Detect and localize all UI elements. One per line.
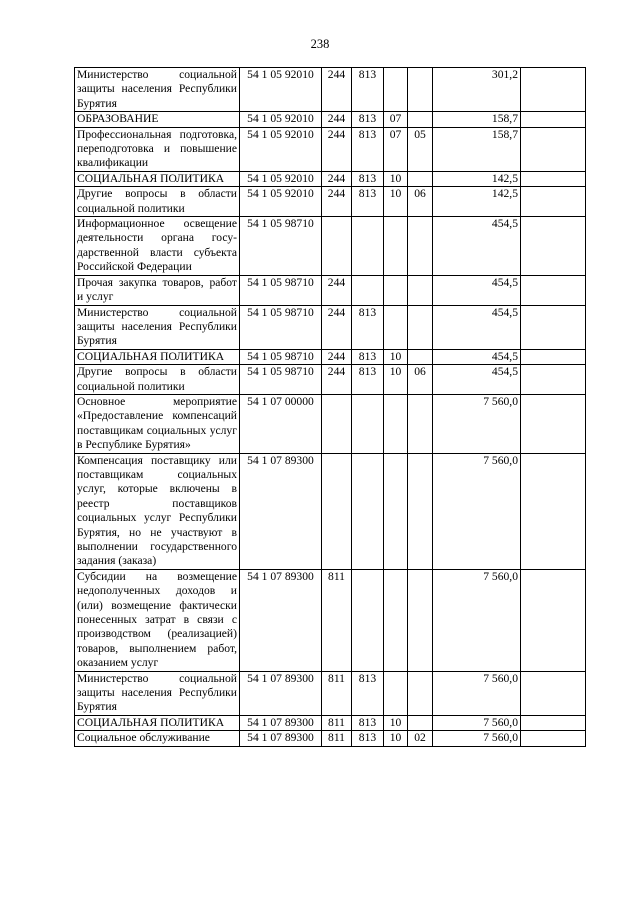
row-grbs-cell: 813 xyxy=(352,112,384,127)
table-body xyxy=(75,68,586,747)
table-row xyxy=(75,68,586,112)
row-vr-cell: 244 xyxy=(322,275,352,305)
row-grbs-cell: 813 xyxy=(352,349,384,364)
row-rz-cell xyxy=(384,569,408,671)
row-grbs-cell: 813 xyxy=(352,171,384,186)
row-rz-cell xyxy=(384,394,408,453)
row-pr-cell: 06 xyxy=(408,365,433,395)
table-row xyxy=(75,453,586,569)
row-extra-cell xyxy=(521,68,586,112)
row-name-cell: Социальное обслуживание xyxy=(75,731,240,746)
row-name-cell: СОЦИАЛЬНАЯ ПОЛИТИКА xyxy=(75,349,240,364)
row-amount-cell: 454,5 xyxy=(433,349,521,364)
row-name-cell: Министерство социальной защиты населения Республики Бурятия xyxy=(75,68,240,112)
row-extra-cell xyxy=(521,349,586,364)
row-code-cell: 54 1 05 92010 xyxy=(240,171,322,186)
row-rz-cell xyxy=(384,217,408,276)
table-row xyxy=(75,349,586,364)
row-vr-cell: 244 xyxy=(322,112,352,127)
row-code-cell: 54 1 05 98710 xyxy=(240,305,322,349)
row-pr-cell: 02 xyxy=(408,731,433,746)
row-grbs-cell: 813 xyxy=(352,671,384,715)
row-rz-cell xyxy=(384,275,408,305)
row-extra-cell xyxy=(521,127,586,171)
row-rz-cell: 10 xyxy=(384,365,408,395)
row-code-cell: 54 1 07 89300 xyxy=(240,731,322,746)
table-row xyxy=(75,394,586,453)
row-pr-cell xyxy=(408,394,433,453)
row-code-cell: 54 1 07 00000 xyxy=(240,394,322,453)
table-row xyxy=(75,305,586,349)
row-pr-cell xyxy=(408,112,433,127)
row-amount-cell: 142,5 xyxy=(433,171,521,186)
row-name-cell: Профессиональная подготовка, переподготовка и повышение квалификации xyxy=(75,127,240,171)
row-extra-cell xyxy=(521,112,586,127)
row-pr-cell xyxy=(408,349,433,364)
row-rz-cell xyxy=(384,671,408,715)
row-grbs-cell: 813 xyxy=(352,305,384,349)
row-pr-cell xyxy=(408,68,433,112)
row-extra-cell xyxy=(521,305,586,349)
row-code-cell: 54 1 07 89300 xyxy=(240,671,322,715)
row-grbs-cell xyxy=(352,394,384,453)
row-pr-cell xyxy=(408,453,433,569)
row-vr-cell: 811 xyxy=(322,671,352,715)
row-name-cell: Информационное освещение деятельности органа государственной власти субъекта Российской Федерации xyxy=(75,217,240,276)
row-pr-cell: 06 xyxy=(408,187,433,217)
row-vr-cell: 811 xyxy=(322,731,352,746)
row-code-cell: 54 1 05 92010 xyxy=(240,127,322,171)
row-amount-cell: 158,7 xyxy=(433,112,521,127)
row-amount-cell: 7 560,0 xyxy=(433,569,521,671)
row-extra-cell xyxy=(521,731,586,746)
row-amount-cell: 7 560,0 xyxy=(433,715,521,730)
row-pr-cell xyxy=(408,569,433,671)
row-extra-cell xyxy=(521,569,586,671)
row-vr-cell: 244 xyxy=(322,365,352,395)
row-vr-cell: 244 xyxy=(322,305,352,349)
row-extra-cell xyxy=(521,394,586,453)
row-vr-cell: 244 xyxy=(322,127,352,171)
row-rz-cell: 10 xyxy=(384,187,408,217)
row-amount-cell: 7 560,0 xyxy=(433,394,521,453)
row-name-cell: Основное мероприятие «Предоставление компенсаций поставщикам социальных услуг в Республике Бурятия» xyxy=(75,394,240,453)
row-code-cell: 54 1 05 92010 xyxy=(240,112,322,127)
row-name-cell: Другие вопросы в области социальной политики xyxy=(75,365,240,395)
row-rz-cell: 10 xyxy=(384,171,408,186)
table-row xyxy=(75,127,586,171)
row-pr-cell xyxy=(408,217,433,276)
row-extra-cell xyxy=(521,187,586,217)
row-extra-cell xyxy=(521,715,586,730)
row-grbs-cell: 813 xyxy=(352,127,384,171)
row-rz-cell xyxy=(384,453,408,569)
row-vr-cell xyxy=(322,217,352,276)
row-grbs-cell xyxy=(352,453,384,569)
row-extra-cell xyxy=(521,453,586,569)
row-name-cell: Министерство социальной защиты населения Республики Бурятия xyxy=(75,671,240,715)
row-vr-cell: 811 xyxy=(322,715,352,730)
row-pr-cell xyxy=(408,715,433,730)
row-rz-cell: 10 xyxy=(384,731,408,746)
row-amount-cell: 142,5 xyxy=(433,187,521,217)
row-code-cell: 54 1 07 89300 xyxy=(240,715,322,730)
row-name-cell: Прочая закупка товаров, работ и услуг xyxy=(75,275,240,305)
row-code-cell: 54 1 05 98710 xyxy=(240,275,322,305)
row-vr-cell: 244 xyxy=(322,187,352,217)
row-name-cell: Компенсация поставщику или поставщикам социальных услуг, которые включены в реестр поставщиков социальных услуг Республики Бурятия, но не участвуют в выполнении государственного задания (заказа) xyxy=(75,453,240,569)
row-extra-cell xyxy=(521,171,586,186)
row-grbs-cell xyxy=(352,569,384,671)
row-grbs-cell: 813 xyxy=(352,68,384,112)
row-vr-cell: 811 xyxy=(322,569,352,671)
row-vr-cell: 244 xyxy=(322,349,352,364)
row-amount-cell: 7 560,0 xyxy=(433,731,521,746)
row-extra-cell xyxy=(521,671,586,715)
row-rz-cell: 10 xyxy=(384,715,408,730)
table-row xyxy=(75,171,586,186)
row-amount-cell: 454,5 xyxy=(433,217,521,276)
budget-table xyxy=(74,67,586,747)
row-name-cell: ОБРАЗОВАНИЕ xyxy=(75,112,240,127)
table-row xyxy=(75,569,586,671)
table-row xyxy=(75,671,586,715)
row-code-cell: 54 1 05 98710 xyxy=(240,217,322,276)
row-pr-cell xyxy=(408,671,433,715)
row-pr-cell: 05 xyxy=(408,127,433,171)
row-vr-cell xyxy=(322,394,352,453)
row-extra-cell xyxy=(521,217,586,276)
table-row xyxy=(75,217,586,276)
row-amount-cell: 454,5 xyxy=(433,305,521,349)
row-code-cell: 54 1 05 92010 xyxy=(240,187,322,217)
row-pr-cell xyxy=(408,305,433,349)
row-name-cell: Другие вопросы в области социальной политики xyxy=(75,187,240,217)
table-row xyxy=(75,112,586,127)
table-row xyxy=(75,731,586,746)
row-amount-cell: 301,2 xyxy=(433,68,521,112)
row-extra-cell xyxy=(521,275,586,305)
row-grbs-cell xyxy=(352,275,384,305)
row-name-cell: Министерство социальной защиты населения Республики Бурятия xyxy=(75,305,240,349)
row-code-cell: 54 1 05 98710 xyxy=(240,365,322,395)
row-name-cell: СОЦИАЛЬНАЯ ПОЛИТИКА xyxy=(75,171,240,186)
row-grbs-cell xyxy=(352,217,384,276)
row-code-cell: 54 1 05 92010 xyxy=(240,68,322,112)
row-pr-cell xyxy=(408,275,433,305)
row-code-cell: 54 1 05 98710 xyxy=(240,349,322,364)
row-rz-cell: 07 xyxy=(384,127,408,171)
row-grbs-cell: 813 xyxy=(352,731,384,746)
row-grbs-cell: 813 xyxy=(352,187,384,217)
row-amount-cell: 7 560,0 xyxy=(433,671,521,715)
row-vr-cell xyxy=(322,453,352,569)
row-amount-cell: 7 560,0 xyxy=(433,453,521,569)
row-name-cell: Субсидии на возмещение недополученных доходов и (или) возмещение фактически понесенных затрат в связи с производством (реализацией) товаров, выполнением работ, оказанием услуг xyxy=(75,569,240,671)
row-name-cell: СОЦИАЛЬНАЯ ПОЛИТИКА xyxy=(75,715,240,730)
page-number: 238 xyxy=(310,37,330,51)
row-rz-cell xyxy=(384,68,408,112)
table-row xyxy=(75,275,586,305)
row-code-cell: 54 1 07 89300 xyxy=(240,569,322,671)
row-rz-cell xyxy=(384,305,408,349)
row-rz-cell: 10 xyxy=(384,349,408,364)
row-grbs-cell: 813 xyxy=(352,365,384,395)
row-pr-cell xyxy=(408,171,433,186)
table-row xyxy=(75,715,586,730)
row-vr-cell: 244 xyxy=(322,68,352,112)
table-row xyxy=(75,187,586,217)
row-amount-cell: 454,5 xyxy=(433,275,521,305)
row-code-cell: 54 1 07 89300 xyxy=(240,453,322,569)
row-rz-cell: 07 xyxy=(384,112,408,127)
row-extra-cell xyxy=(521,365,586,395)
row-grbs-cell: 813 xyxy=(352,715,384,730)
row-amount-cell: 454,5 xyxy=(433,365,521,395)
row-vr-cell: 244 xyxy=(322,171,352,186)
table-row xyxy=(75,365,586,395)
row-amount-cell: 158,7 xyxy=(433,127,521,171)
